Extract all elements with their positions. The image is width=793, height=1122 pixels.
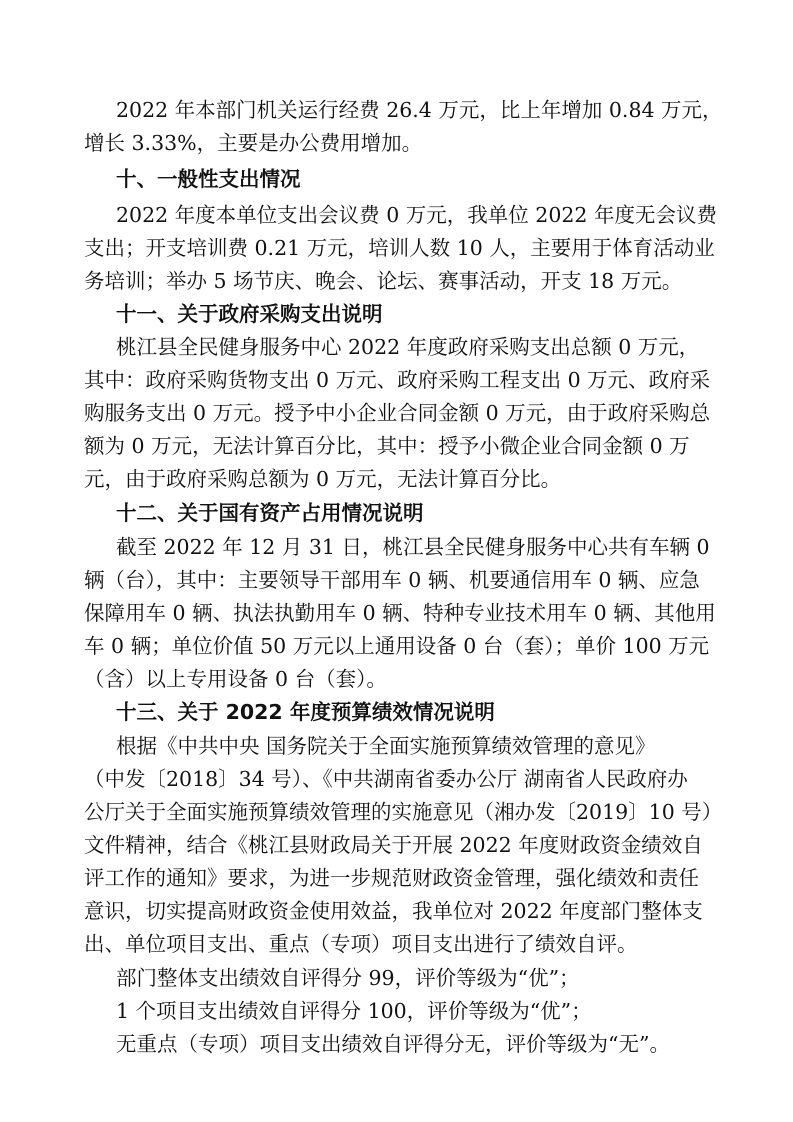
paragraph-performance-line: 出、单位项目支出、重点（专项）项目支出进行了绩效自评。 <box>84 932 638 956</box>
section-heading-13: 十三、关于 2022 年度预算绩效情况说明 <box>116 700 495 724</box>
paragraph-general-expenditure-line: 支出；开支培训费 0.21 万元，培训人数 10 人，主要用于体育活动业 <box>84 236 715 260</box>
paragraph-state-assets-line: 车 0 辆；单位价值 50 万元以上通用设备 0 台（套）；单价 100 万元 <box>84 634 710 658</box>
score-line-overall: 部门整体支出绩效自评得分 99，评价等级为“优”； <box>116 966 580 990</box>
paragraph-performance-line: 根据《中共中央 国务院关于全面实施预算绩效管理的意见》 <box>116 734 656 758</box>
paragraph-performance-line: 文件精神，结合《桃江县财政局关于开展 2022 年度财政资金绩效自 <box>84 833 703 857</box>
paragraph-procurement-line: 桃江县全民健身服务中心 2022 年度政府采购支出总额 0 万元， <box>116 335 700 359</box>
section-heading-12: 十二、关于国有资产占用情况说明 <box>116 501 424 525</box>
paragraph-operating-expenses-line: 2022 年本部门机关运行经费 26.4 万元，比上年增加 0.84 万元， <box>116 98 723 122</box>
paragraph-procurement-line: 元，由于政府采购总额为 0 万元，无法计算百分比。 <box>84 467 562 491</box>
paragraph-general-expenditure-line: 2022 年度本单位支出会议费 0 万元，我单位 2022 年度无会议费 <box>116 203 717 227</box>
paragraph-performance-line: 评工作的通知》要求，为进一步规范财政资金管理，强化绩效和责任 <box>84 866 699 890</box>
paragraph-state-assets-line: 保障用车 0 辆、执法执勤用车 0 辆、特种专业技术用车 0 辆、其他用 <box>84 601 716 625</box>
paragraph-procurement-line: 其中：政府采购货物支出 0 万元、政府采购工程支出 0 万元、政府采 <box>84 368 711 392</box>
paragraph-performance-line: 公厅关于全面实施预算绩效管理的实施意见（湘办发〔2019〕10 号） <box>84 800 723 824</box>
section-heading-11: 十一、关于政府采购支出说明 <box>116 302 383 326</box>
paragraph-operating-expenses-line: 增长 3.33%，主要是办公费用增加。 <box>84 131 423 155</box>
paragraph-performance-line: （中发〔2018〕34 号）、《中共湖南省委办公厅 湖南省人民政府办 <box>84 767 688 791</box>
score-line-key-projects: 无重点（专项）项目支出绩效自评得分无，评价等级为“无”。 <box>116 1032 670 1056</box>
paragraph-state-assets-line: 截至 2022 年 12 月 31 日，桃江县全民健身服务中心共有车辆 0 <box>116 535 710 559</box>
paragraph-general-expenditure-line: 务培训；举办 5 场节庆、晚会、论坛、赛事活动，开支 18 万元。 <box>84 269 683 293</box>
score-line-projects: 1 个项目支出绩效自评得分 100，评价等级为“优”； <box>116 999 592 1023</box>
paragraph-state-assets-line: （含）以上专用设备 0 台（套）。 <box>84 667 387 691</box>
paragraph-procurement-line: 购服务支出 0 万元。授予中小企业合同金额 0 万元，由于政府采购总 <box>84 401 711 425</box>
paragraph-performance-line: 意识，切实提高财政资金使用效益，我单位对 2022 年度部门整体支 <box>84 899 703 923</box>
section-heading-10: 十、一般性支出情况 <box>116 167 301 191</box>
paragraph-procurement-line: 额为 0 万元，无法计算百分比，其中：授予小微企业合同金额 0 万 <box>84 434 690 458</box>
paragraph-state-assets-line: 辆（台），其中：主要领导干部用车 0 辆、机要通信用车 0 辆、应急 <box>84 568 700 592</box>
